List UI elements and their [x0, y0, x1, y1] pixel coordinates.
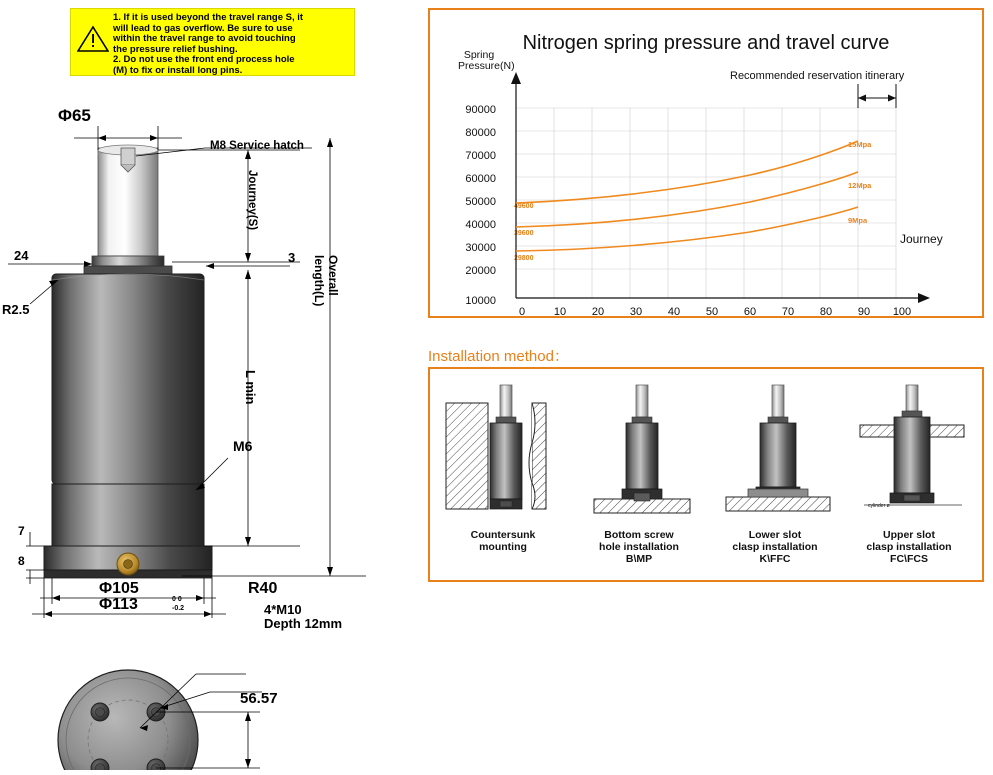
xtick-100: 100 [892, 306, 912, 318]
series-label-15mpa: 15Mpa [848, 140, 872, 149]
xtick-70: 70 [781, 306, 795, 318]
xtick-30: 30 [629, 306, 643, 318]
chart-annotation: Recommended reservation itinerary [730, 70, 905, 82]
label-overall-length: Overall length(L) [312, 255, 340, 307]
install-caption-upper-slot [844, 529, 974, 565]
label-tolerance-lower: -0.2 [172, 605, 185, 612]
install-caption-bottom-screw [574, 529, 704, 565]
caption-line-1: Upper slot [883, 529, 935, 541]
install-item-bottom-screw-hole [574, 377, 704, 577]
upper-slot-clasp-diagram [844, 377, 974, 527]
technical-drawing [0, 80, 420, 770]
install-item-countersunk-mounting [438, 377, 568, 577]
xtick-10: 10 [553, 306, 567, 318]
label-bolt-circle: 56.57 [240, 690, 278, 707]
xtick-60: 60 [743, 306, 757, 318]
series-start-12mpa: 39600 [514, 230, 534, 237]
caption-line-3: FC\FCS [890, 553, 928, 565]
caption-line-1: Bottom screw [604, 529, 674, 541]
countersunk-mounting-diagram [438, 377, 568, 527]
install-caption-countersunk [438, 529, 568, 553]
pressure-travel-chart-panel [428, 8, 984, 318]
chart-ylabel-text: Spring Pressure(N) [458, 49, 515, 72]
chart-title: Nitrogen spring pressure and travel curve [522, 32, 890, 54]
lower-slot-clasp-diagram [710, 377, 840, 527]
caption-line-1: Countersunk [470, 529, 536, 541]
warning-line-2: will lead to gas overflow. Be sure to use [113, 22, 293, 34]
caption-line-2: mounting [479, 541, 527, 553]
label-tolerance-upper: 0 0 [172, 596, 182, 603]
installation-method-panel [428, 367, 984, 582]
caption-line-2: clasp installation [866, 541, 952, 553]
xtick-80: 80 [819, 306, 833, 318]
caption-line-1: Lower slot [748, 529, 802, 541]
label-dim-3: 3 [288, 250, 296, 265]
label-dim-7: 7 [18, 524, 25, 538]
ytick-70000: 70000 [465, 150, 496, 162]
warning-text [113, 13, 350, 76]
xtick-40: 40 [667, 306, 681, 318]
ytick-30000: 30000 [465, 242, 496, 254]
install-item-lower-slot-clasp [710, 377, 840, 577]
label-journey: Journey(S) [246, 170, 258, 231]
label-diameter-105: Φ105 [99, 580, 139, 597]
label-dim-24: 24 [14, 248, 29, 263]
warning-note [70, 8, 355, 76]
label-top-diameter: Φ65 [58, 106, 91, 125]
cylinder-note: cylinder ø [868, 503, 890, 509]
label-holes: 4*M10 [264, 602, 302, 617]
install-caption-lower-slot [710, 529, 840, 565]
curve-15mpa [516, 141, 858, 203]
ytick-10000: 10000 [465, 295, 496, 307]
install-item-upper-slot-clasp [844, 377, 974, 577]
caption-line-2: clasp installation [732, 541, 818, 553]
series-start-15mpa: 49600 [514, 203, 534, 210]
xtick-50: 50 [705, 306, 719, 318]
warning-line-1: 1. If it is used beyond the travel range S, it [113, 12, 304, 23]
ytick-80000: 80000 [465, 127, 496, 139]
warning-line-6: (M) to fix or install long pins. [113, 64, 243, 76]
warning-line-3: within the travel range to avoid touching [113, 33, 296, 44]
bottom-screw-hole-diagram [574, 377, 704, 527]
series-start-9mpa: 29800 [514, 255, 534, 262]
xtick-90: 90 [857, 306, 871, 318]
label-l-min: L min [243, 370, 258, 405]
label-r40: R40 [248, 580, 278, 597]
nitrogen-spring-drawing [0, 80, 420, 770]
xtick-20: 20 [591, 306, 605, 318]
ytick-50000: 50000 [465, 196, 496, 208]
ytick-40000: 40000 [465, 219, 496, 231]
ytick-90000: 90000 [465, 104, 496, 116]
chart-xlabel: Journey [900, 232, 943, 246]
caption-line-2: hole installation [599, 541, 679, 553]
label-radius-r25: R2.5 [2, 302, 30, 317]
chart-plot [430, 10, 986, 320]
installation-method-heading: Installation method： [428, 348, 569, 365]
ytick-20000: 20000 [465, 265, 496, 277]
caption-line-3: B\MP [625, 553, 653, 565]
label-service-hatch: M8 Service hatch [210, 140, 304, 152]
label-diameter-113: Φ113 [99, 596, 138, 613]
series-label-9mpa: 9Mpa [848, 216, 868, 225]
ytick-60000: 60000 [465, 173, 496, 185]
label-thread-m6: M6 [233, 438, 253, 454]
warning-triangle-icon [77, 25, 109, 53]
xtick-0: 0 [518, 306, 526, 318]
warning-line-5: 2. Do not use the front end process hole [113, 54, 295, 65]
label-hole-depth: Depth 12mm [264, 616, 343, 631]
caption-line-3: K\FFC [759, 553, 791, 565]
series-label-12mpa: 12Mpa [848, 181, 872, 190]
warning-line-4: the pressure relief bushing. [113, 43, 238, 55]
label-dim-8: 8 [18, 554, 25, 568]
